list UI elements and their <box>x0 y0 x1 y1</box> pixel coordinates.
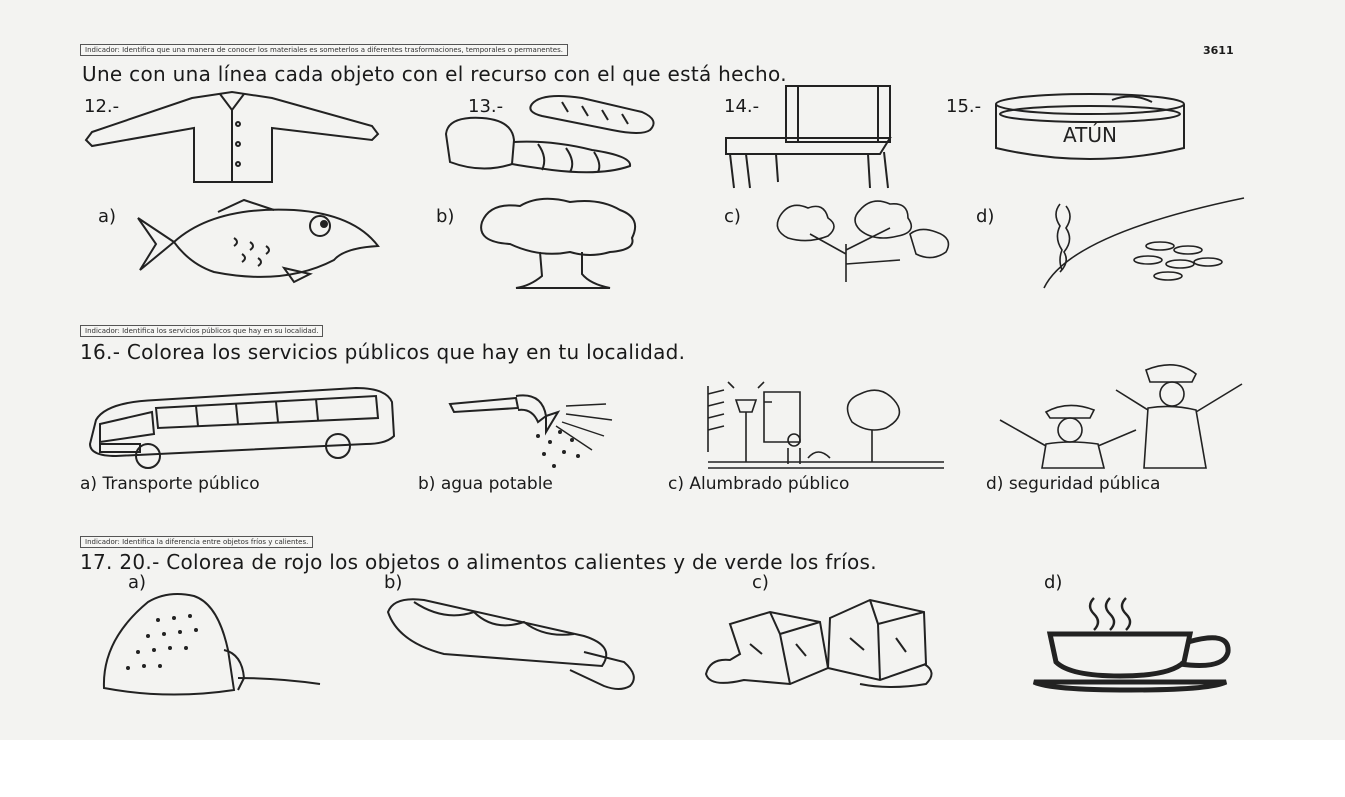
option-letter: d) <box>976 206 995 227</box>
chair-icon <box>720 82 896 190</box>
indicator-box: Indicador: Identifica los servicios públicos que hay en su localidad. <box>80 325 323 337</box>
indicator-box: Indicador: Identifica que una manera de conocer los materiales es someterlos a diferentes trasformaciones, temporales o permanentes. <box>80 44 568 56</box>
option-letter: b) <box>436 206 455 227</box>
option-letter: d) <box>1044 572 1063 593</box>
street-lamp-icon <box>704 382 948 470</box>
caption: b) agua potable <box>418 474 553 494</box>
option-letter: a) <box>98 206 117 227</box>
faucet-icon <box>446 386 616 470</box>
item-number: 13.- <box>468 96 504 117</box>
caption: a) Transporte público <box>80 474 260 494</box>
caption: d) seguridad pública <box>986 474 1161 494</box>
option-letter: b) <box>384 572 403 593</box>
cotton-plant-icon <box>750 194 960 284</box>
bus-icon <box>86 384 398 470</box>
bread-icon <box>442 90 662 182</box>
police-officers-icon <box>996 360 1258 472</box>
item-number: 15.- <box>946 96 982 117</box>
fish-icon <box>134 198 384 286</box>
option-letter: c) <box>752 572 769 593</box>
item-number: 12.- <box>84 96 120 117</box>
section-title: 17. 20.- Colorea de rojo los objetos o alimentos calientes y de verde los fríos. <box>80 550 877 574</box>
section-title: Une con una línea cada objeto con el recurso con el que está hecho. <box>82 62 787 86</box>
tree-icon <box>470 196 646 292</box>
option-letter: a) <box>128 572 147 593</box>
option-letter: c) <box>724 206 741 227</box>
wheat-icon <box>1040 194 1246 292</box>
can-label: ATÚN <box>1063 123 1117 147</box>
shirt-icon <box>82 90 382 186</box>
item-number: 14.- <box>724 96 760 117</box>
indicator-box: Indicador: Identifica la diferencia entre objetos fríos y calientes. <box>80 536 313 548</box>
iron-icon <box>98 590 324 698</box>
section-title: 16.- Colorea los servicios públicos que hay en tu localidad. <box>80 340 686 364</box>
page-number: 3611 <box>1203 44 1234 57</box>
hot-coffee-cup-icon <box>1030 594 1242 692</box>
ice-cubes-icon <box>700 588 940 692</box>
popsicle-icon <box>384 592 644 692</box>
caption: c) Alumbrado público <box>668 474 850 494</box>
tuna-can-icon <box>992 90 1188 164</box>
